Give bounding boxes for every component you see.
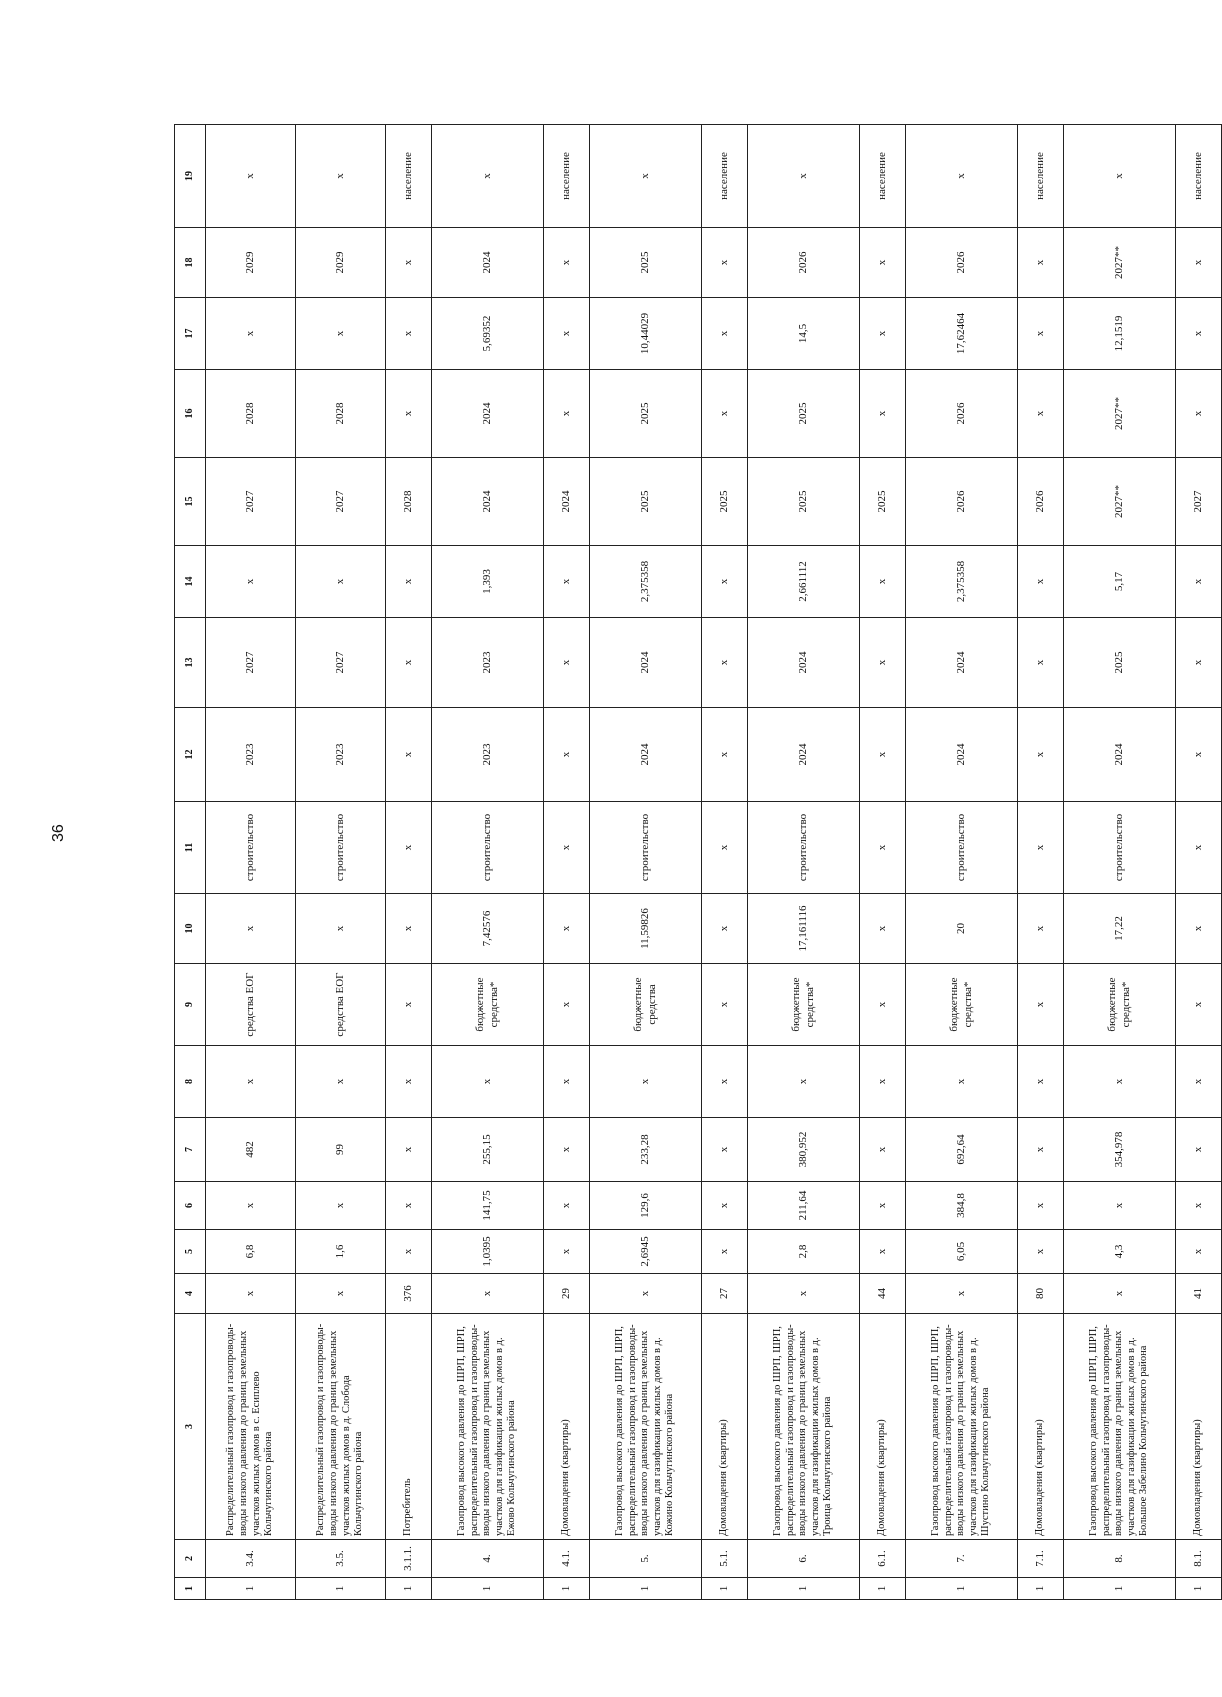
table-cell: x [1018, 546, 1064, 618]
table-cell: 2023 [432, 708, 544, 802]
table-cell: бюджетные средства* [432, 964, 544, 1046]
table-cell: 6,8 [206, 1230, 296, 1274]
table-cell: 5,17 [1064, 546, 1176, 618]
column-header: 2 [175, 1540, 206, 1578]
column-header: 19 [175, 125, 206, 228]
table-cell: население [702, 125, 748, 228]
rotated-table-wrapper [174, 125, 1204, 1600]
table-cell: x [296, 298, 386, 370]
table-cell: 2024 [748, 618, 860, 708]
table-cell: 2025 [702, 458, 748, 546]
table-row [590, 125, 702, 1600]
table-cell: 27 [702, 1274, 748, 1314]
table-cell: x [296, 546, 386, 618]
table-cell: 5.1. [702, 1540, 748, 1578]
table-cell: 2024 [590, 618, 702, 708]
table-cell: x [860, 964, 906, 1046]
table-cell: 2027** [1064, 228, 1176, 298]
table-cell: 2024 [590, 708, 702, 802]
table-cell: 2025 [748, 458, 860, 546]
table-row [906, 125, 1018, 1600]
table-cell: x [702, 802, 748, 894]
table-cell: x [386, 298, 432, 370]
table-row [206, 125, 296, 1600]
table-cell: 4. [432, 1540, 544, 1578]
table-cell: x [1176, 802, 1222, 894]
table-cell: средства ЕОГ [206, 964, 296, 1046]
table-cell: 2,375358 [590, 546, 702, 618]
table-cell: 129,6 [590, 1182, 702, 1230]
table-cell: 2023 [432, 618, 544, 708]
table-cell: 233,28 [590, 1118, 702, 1182]
table-cell: строительство [906, 802, 1018, 894]
table-cell: население [1176, 125, 1222, 228]
table-cell: 11,59826 [590, 894, 702, 964]
table-cell: строительство [296, 802, 386, 894]
table-cell: x [544, 228, 590, 298]
table-cell: x [906, 125, 1018, 228]
table-cell: 1 [206, 1578, 296, 1600]
table-cell: 29 [544, 1274, 590, 1314]
table-cell: x [1018, 894, 1064, 964]
table-cell: x [702, 964, 748, 1046]
table-cell: 482 [206, 1118, 296, 1182]
table-cell: x [296, 1182, 386, 1230]
table-cell: x [702, 1182, 748, 1230]
table-cell: 354,978 [1064, 1118, 1176, 1182]
table-cell: 1 [544, 1578, 590, 1600]
table-cell: x [206, 894, 296, 964]
table-cell: x [206, 546, 296, 618]
table-cell: x [432, 125, 544, 228]
table-cell: x [1018, 298, 1064, 370]
table-cell: 2024 [432, 458, 544, 546]
table-cell: x [1018, 1118, 1064, 1182]
table-row [544, 125, 590, 1600]
table-cell: x [386, 546, 432, 618]
table-cell: x [860, 1046, 906, 1118]
column-header: 13 [175, 618, 206, 708]
table-cell: x [544, 1230, 590, 1274]
table-cell: x [544, 370, 590, 458]
table-cell: x [544, 1046, 590, 1118]
table-cell: 4.1. [544, 1540, 590, 1578]
table-cell: x [296, 1046, 386, 1118]
data-table [174, 124, 1222, 1600]
table-cell: 2028 [386, 458, 432, 546]
table-cell: 2023 [206, 708, 296, 802]
table-row [702, 125, 748, 1600]
table-cell: x [1176, 1182, 1222, 1230]
table-cell: 5,69352 [432, 298, 544, 370]
table-row [1064, 125, 1176, 1600]
table-cell: 10,44029 [590, 298, 702, 370]
table-cell: 141,75 [432, 1182, 544, 1230]
table-cell: 2027 [1176, 458, 1222, 546]
table-cell: x [860, 546, 906, 618]
table-cell: x [1018, 228, 1064, 298]
table-cell: население [1018, 125, 1064, 228]
column-header: 5 [175, 1230, 206, 1274]
table-cell: 5. [590, 1540, 702, 1578]
table-cell: x [1176, 618, 1222, 708]
table-cell: 255,15 [432, 1118, 544, 1182]
table-cell: x [702, 298, 748, 370]
table-cell: 2,375358 [906, 546, 1018, 618]
table-cell: x [386, 1230, 432, 1274]
table-cell: x [1064, 125, 1176, 228]
table-cell: 1 [702, 1578, 748, 1600]
column-header: 4 [175, 1274, 206, 1314]
table-cell: Домовладения (квартиры) [860, 1314, 906, 1540]
table-cell: 1 [296, 1578, 386, 1600]
table-cell: x [544, 1182, 590, 1230]
table-cell: x [432, 1046, 544, 1118]
table-cell: x [702, 894, 748, 964]
table-cell: x [702, 1046, 748, 1118]
table-cell: 2026 [748, 228, 860, 298]
table-cell: x [702, 1230, 748, 1274]
table-cell: 8. [1064, 1540, 1176, 1578]
table-cell: 14,5 [748, 298, 860, 370]
table-cell: x [1176, 546, 1222, 618]
table-cell: x [1018, 1046, 1064, 1118]
table-row [1018, 125, 1064, 1600]
table-cell: x [860, 370, 906, 458]
table-cell: x [386, 1118, 432, 1182]
table-cell: 1 [860, 1578, 906, 1600]
table-cell: x [386, 370, 432, 458]
table-cell: 4,3 [1064, 1230, 1176, 1274]
table-cell: x [702, 370, 748, 458]
column-header: 17 [175, 298, 206, 370]
table-cell: x [1018, 964, 1064, 1046]
table-row [1176, 125, 1222, 1600]
table-row [296, 125, 386, 1600]
table-cell: строительство [432, 802, 544, 894]
table-cell: x [386, 1182, 432, 1230]
column-header: 15 [175, 458, 206, 546]
table-cell: x [544, 802, 590, 894]
table-cell: x [702, 708, 748, 802]
table-cell: x [748, 1046, 860, 1118]
table-cell: x [386, 802, 432, 894]
table-cell: x [1018, 1182, 1064, 1230]
table-cell: x [544, 964, 590, 1046]
table-cell: 1 [1018, 1578, 1064, 1600]
table-cell: строительство [1064, 802, 1176, 894]
table-cell: 1 [1064, 1578, 1176, 1600]
table-cell: x [544, 1118, 590, 1182]
table-cell: бюджетные средства [590, 964, 702, 1046]
column-header: 10 [175, 894, 206, 964]
table-cell: 2029 [206, 228, 296, 298]
table-cell: x [1176, 1118, 1222, 1182]
table-cell: 2026 [1018, 458, 1064, 546]
table-cell: 3.4. [206, 1540, 296, 1578]
table-cell: 17,62464 [906, 298, 1018, 370]
table-cell: 2024 [432, 370, 544, 458]
table-cell: x [860, 802, 906, 894]
table-cell: x [544, 298, 590, 370]
table-cell: x [386, 964, 432, 1046]
table-cell: x [1064, 1274, 1176, 1314]
table-cell: 2027** [1064, 370, 1176, 458]
table-cell: x [296, 894, 386, 964]
table-cell: 2027 [206, 458, 296, 546]
table-cell: 1,0395 [432, 1230, 544, 1274]
table-cell: x [1064, 1046, 1176, 1118]
table-cell: 1 [1176, 1578, 1222, 1600]
table-cell: 2025 [590, 370, 702, 458]
column-header: 7 [175, 1118, 206, 1182]
column-header: 12 [175, 708, 206, 802]
table-cell: x [702, 228, 748, 298]
table-cell: Домовладения (квартиры) [1176, 1314, 1222, 1540]
table-cell: Газопровод высокого давления до ШРП, ШРП, распределительный газопровод и газопроводы-вводы низкого давления до границ земельных участков для газификации жилых домов в д. Большое Забелино Кольчугинского района [1064, 1314, 1176, 1540]
column-header: 18 [175, 228, 206, 298]
table-cell: 2024 [544, 458, 590, 546]
table-cell: 2025 [590, 458, 702, 546]
table-header-row [175, 125, 206, 1600]
table-cell: 2024 [432, 228, 544, 298]
table-cell: 3.5. [296, 1540, 386, 1578]
table-cell: x [206, 1046, 296, 1118]
table-cell: x [702, 546, 748, 618]
table-body [206, 125, 1222, 1600]
table-cell: x [860, 1118, 906, 1182]
table-cell: x [206, 1182, 296, 1230]
table-cell: 99 [296, 1118, 386, 1182]
table-cell: 2028 [296, 370, 386, 458]
table-cell: бюджетные средства* [748, 964, 860, 1046]
table-cell: 692,64 [906, 1118, 1018, 1182]
table-cell: 7,42576 [432, 894, 544, 964]
table-cell: x [1018, 370, 1064, 458]
table-cell: x [386, 894, 432, 964]
table-cell: строительство [206, 802, 296, 894]
column-header: 8 [175, 1046, 206, 1118]
table-cell: x [590, 1046, 702, 1118]
table-cell: 1,393 [432, 546, 544, 618]
table-cell: Распределительный газопровод и газопроводы-вводы низкого давления до границ земельных участков жилых домов в д. Слобода Кольчугинского района [296, 1314, 386, 1540]
table-cell: 2024 [748, 708, 860, 802]
table-row [386, 125, 432, 1600]
table-cell: бюджетные средства* [906, 964, 1018, 1046]
table-cell: x [544, 618, 590, 708]
table-cell: 7. [906, 1540, 1018, 1578]
table-cell: 2,6945 [590, 1230, 702, 1274]
table-cell: население [860, 125, 906, 228]
table-cell: x [1018, 708, 1064, 802]
table-cell: 2025 [590, 228, 702, 298]
table-cell: x [386, 618, 432, 708]
table-cell: x [1176, 370, 1222, 458]
table-cell: x [590, 125, 702, 228]
table-cell: x [860, 894, 906, 964]
table-cell: 20 [906, 894, 1018, 964]
table-cell: 2025 [748, 370, 860, 458]
table-cell: x [296, 1274, 386, 1314]
table-cell: x [860, 228, 906, 298]
table-cell: x [860, 298, 906, 370]
table-cell: Домовладения (квартиры) [1018, 1314, 1064, 1540]
table-cell: 6. [748, 1540, 860, 1578]
table-cell: x [1176, 1046, 1222, 1118]
table-cell: 1 [590, 1578, 702, 1600]
table-cell: 2026 [906, 228, 1018, 298]
table-cell: 44 [860, 1274, 906, 1314]
table-cell: Домовладения (квартиры) [702, 1314, 748, 1540]
table-cell: Распределительный газопровод и газопроводы-вводы низкого давления до границ земельных участков жилых домов в с. Есиплево Кольчугинского района [206, 1314, 296, 1540]
table-cell: Газопровод высокого давления до ШРП, ШРП, распределительный газопровод и газопроводы-вводы низкого давления до границ земельных участков для газификации жилых домов в д. Троица Кольчугинского района [748, 1314, 860, 1540]
table-cell: 380,952 [748, 1118, 860, 1182]
table-cell: x [386, 1046, 432, 1118]
table-cell: x [432, 1274, 544, 1314]
table-row [432, 125, 544, 1600]
table-cell: 2027 [206, 618, 296, 708]
table-cell: 8.1. [1176, 1540, 1222, 1578]
table-cell: 41 [1176, 1274, 1222, 1314]
table-cell: x [906, 1046, 1018, 1118]
table-cell: x [1176, 1230, 1222, 1274]
table-cell: x [590, 1274, 702, 1314]
table-cell: 2026 [906, 458, 1018, 546]
table-cell: Газопровод высокого давления до ШРП, ШРП, распределительный газопровод и газопроводы-вводы низкого давления до границ земельных участков для газификации жилых домов в д. Шустино Кольчугинского района [906, 1314, 1018, 1540]
table-cell: 1 [386, 1578, 432, 1600]
table-cell: 384,8 [906, 1182, 1018, 1230]
column-header: 11 [175, 802, 206, 894]
table-cell: x [860, 618, 906, 708]
table-cell: Потребитель [386, 1314, 432, 1540]
column-header: 1 [175, 1578, 206, 1600]
column-header: 3 [175, 1314, 206, 1540]
table-cell: x [748, 1274, 860, 1314]
column-header: 6 [175, 1182, 206, 1230]
table-cell: 2027** [1064, 458, 1176, 546]
table-cell: 2025 [1064, 618, 1176, 708]
table-cell: средства ЕОГ [296, 964, 386, 1046]
table-cell: 2025 [860, 458, 906, 546]
table-cell: Газопровод высокого давления до ШРП, ШРП, распределительный газопровод и газопроводы-вводы низкого давления до границ земельных участков для газификации жилых домов в д. Ежово Кольчугинского района [432, 1314, 544, 1540]
column-header: 9 [175, 964, 206, 1046]
table-cell: Газопровод высокого давления до ШРП, ШРП, распределительный газопровод и газопроводы-вводы низкого давления до границ земельных участков для газификации жилых домов в д. Кожино Кольчугинского района [590, 1314, 702, 1540]
table-cell: 2024 [906, 618, 1018, 708]
column-header: 14 [175, 546, 206, 618]
table-cell: x [1176, 894, 1222, 964]
table-cell: 376 [386, 1274, 432, 1314]
column-header: 16 [175, 370, 206, 458]
table-cell: 2024 [906, 708, 1018, 802]
table-row [860, 125, 906, 1600]
table-cell: 2027 [296, 458, 386, 546]
table-cell: x [544, 894, 590, 964]
table-cell: 2024 [1064, 708, 1176, 802]
table-cell: Домовладения (квартиры) [544, 1314, 590, 1540]
table-cell: 1 [906, 1578, 1018, 1600]
table-cell: x [206, 298, 296, 370]
table-cell: строительство [590, 802, 702, 894]
table-cell: x [906, 1274, 1018, 1314]
table-cell: x [748, 125, 860, 228]
table-cell: население [544, 125, 590, 228]
table-cell: 2,8 [748, 1230, 860, 1274]
table-cell: x [1064, 1182, 1176, 1230]
table-cell: бюджетные средства* [1064, 964, 1176, 1046]
table-cell: 17,22 [1064, 894, 1176, 964]
table-cell: 2028 [206, 370, 296, 458]
table-cell: x [702, 1118, 748, 1182]
table-cell: 2027 [296, 618, 386, 708]
table-cell: строительство [748, 802, 860, 894]
table-cell: население [386, 125, 432, 228]
table-cell: x [1176, 298, 1222, 370]
table-cell: 80 [1018, 1274, 1064, 1314]
table-cell: 2023 [296, 708, 386, 802]
table-cell: x [1176, 964, 1222, 1046]
table-cell: 2026 [906, 370, 1018, 458]
table-cell: x [386, 228, 432, 298]
table-cell: x [860, 708, 906, 802]
table-cell: 1 [432, 1578, 544, 1600]
table-cell: x [1176, 708, 1222, 802]
table-cell: 211,64 [748, 1182, 860, 1230]
table-cell: x [206, 1274, 296, 1314]
table-cell: x [206, 125, 296, 228]
table-cell: 6,05 [906, 1230, 1018, 1274]
table-cell: 2029 [296, 228, 386, 298]
table-cell: 12,1519 [1064, 298, 1176, 370]
table-cell: x [386, 708, 432, 802]
table-cell: 7.1. [1018, 1540, 1064, 1578]
table-cell: x [1018, 802, 1064, 894]
table-cell: 1,6 [296, 1230, 386, 1274]
page-number: 36 [50, 824, 67, 842]
table-cell: x [544, 546, 590, 618]
table-cell: 17,161116 [748, 894, 860, 964]
table-cell: 3.1.1. [386, 1540, 432, 1578]
table-cell: 6.1. [860, 1540, 906, 1578]
table-cell: x [1176, 228, 1222, 298]
table-cell: x [544, 708, 590, 802]
table-cell: x [860, 1230, 906, 1274]
table-cell: x [860, 1182, 906, 1230]
table-cell: 1 [748, 1578, 860, 1600]
table-cell: 2,661112 [748, 546, 860, 618]
table-cell: x [1018, 1230, 1064, 1274]
table-cell: x [1018, 618, 1064, 708]
table-cell: x [296, 125, 386, 228]
table-row [748, 125, 860, 1600]
table-cell: x [702, 618, 748, 708]
